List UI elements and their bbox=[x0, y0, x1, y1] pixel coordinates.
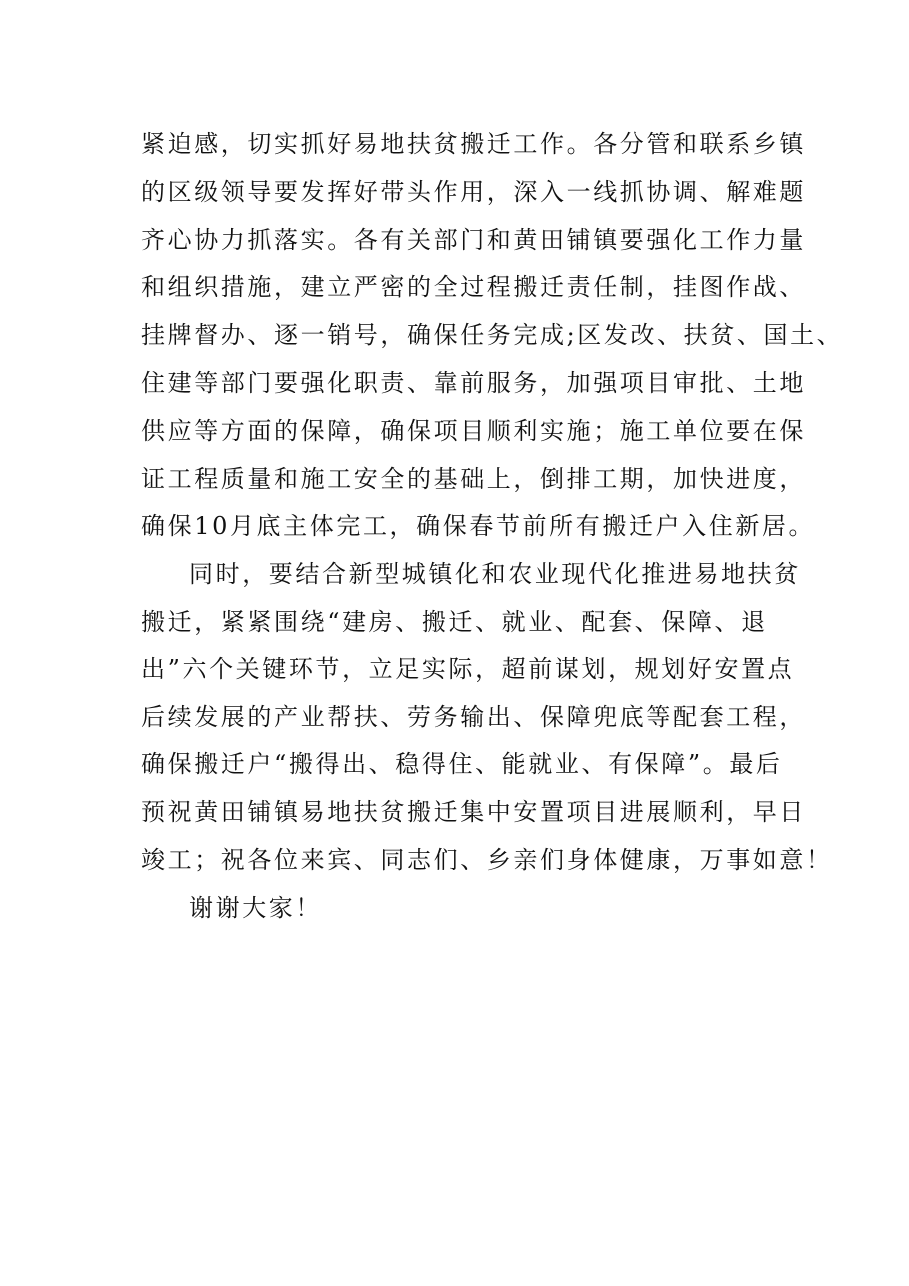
text-line: 紧迫感，切实抓好易地扶贫搬迁工作。各分管和联系乡镇 bbox=[141, 130, 806, 158]
text-line: 供应等方面的保障，确保项目顺利实施；施工单位要在保 bbox=[141, 417, 806, 445]
text-line: 确保搬迁户“搬得出、稳得住、能就业、有保障”。最后 bbox=[141, 750, 783, 778]
closing-line: 谢谢大家！ bbox=[189, 894, 322, 922]
text-line: 出”六个关键环节，立足实际，超前谋划，规划好安置点 bbox=[141, 655, 795, 683]
text-line: 挂牌督办、逐一销号，确保任务完成;区发改、扶贫、国土、 bbox=[141, 321, 844, 349]
text-line: 确保10月底主体完工，确保春节前所有搬迁户入住新居。 bbox=[141, 512, 816, 540]
text-line: 住建等部门要强化职责、靠前服务，加强项目审批、土地 bbox=[141, 369, 806, 397]
text-line: 竣工；祝各位来宾、同志们、乡亲们身体健康，万事如意！ bbox=[141, 846, 833, 874]
text-line: 齐心协力抓落实。各有关部门和黄田铺镇要强化工作力量 bbox=[141, 226, 806, 254]
text-line: 和组织措施，建立严密的全过程搬迁责任制，挂图作战、 bbox=[141, 273, 806, 301]
text-line: 搬迁，紧紧围绕“建房、搬迁、就业、配套、保障、退 bbox=[141, 608, 768, 636]
text-line: 的区级领导要发挥好带头作用，深入一线抓协调、解难题 bbox=[141, 178, 806, 206]
text-line: 后续发展的产业帮扶、劳务输出、保障兜底等配套工程， bbox=[141, 703, 806, 731]
paragraph-start-line: 同时，要结合新型城镇化和农业现代化推进易地扶贫 bbox=[189, 560, 801, 588]
text-line: 证工程质量和施工安全的基础上，倒排工期，加快进度， bbox=[141, 465, 806, 493]
text-line: 预祝黄田铺镇易地扶贫搬迁集中安置项目进展顺利，早日 bbox=[141, 798, 806, 826]
